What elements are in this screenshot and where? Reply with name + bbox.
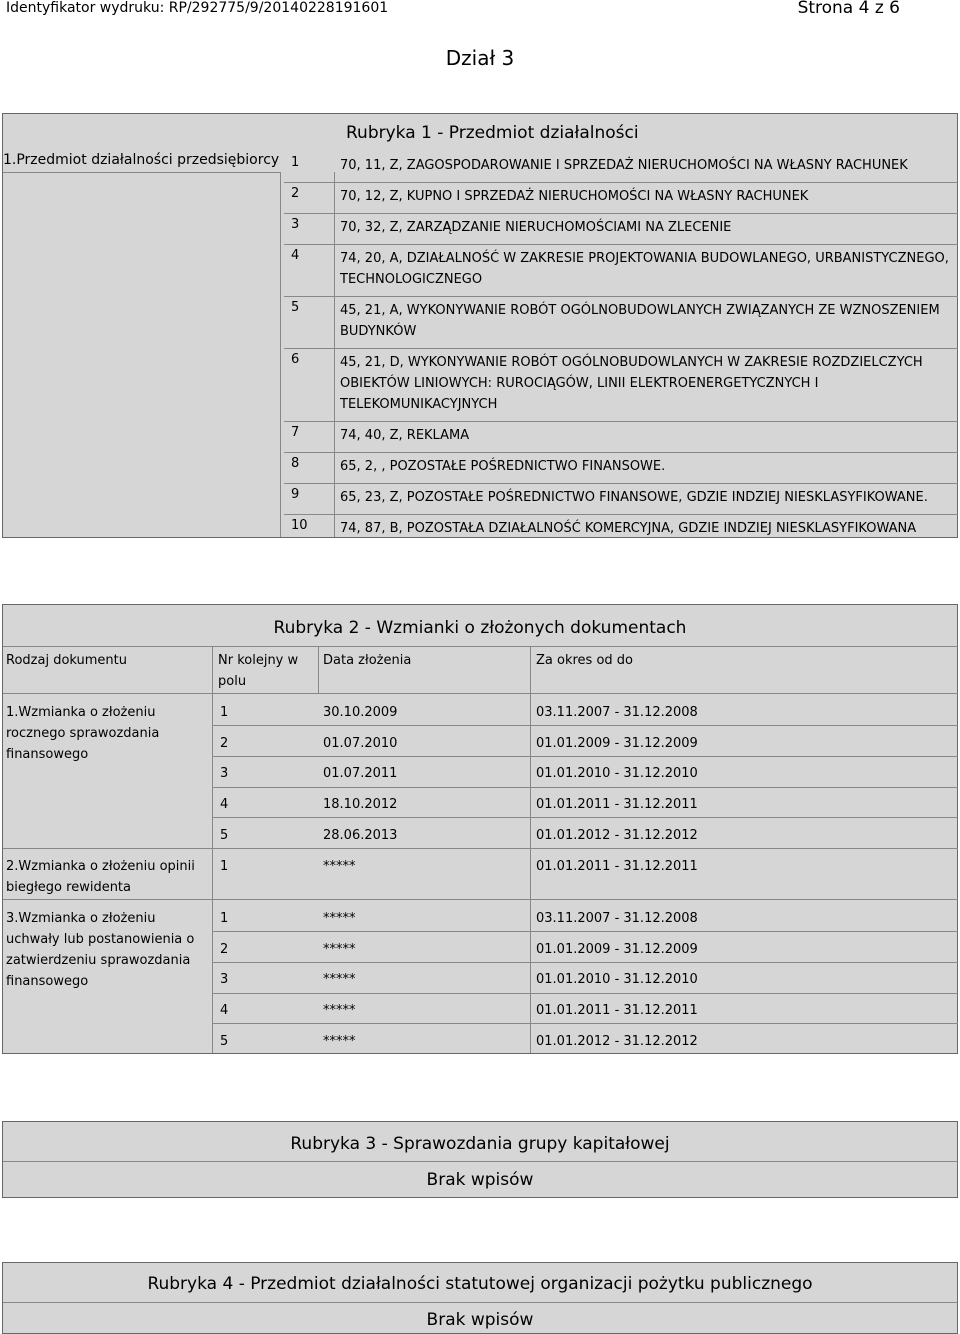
rubryka1-label-cell bbox=[3, 172, 281, 537]
item-text: 74, 20, A, DZIAŁALNOŚĆ W ZAKRESIE PROJEKTOWANIA BUDOWLANEGO, URBANISTYCZNEGO, TECHNOLOGICZNEGO bbox=[340, 251, 949, 287]
period: 03.11.2007 - 31.12.2008 bbox=[536, 911, 698, 926]
item-number: 6 bbox=[291, 352, 300, 367]
list-item bbox=[284, 483, 958, 514]
period: 01.01.2011 - 31.12.2011 bbox=[536, 859, 698, 874]
list-item bbox=[284, 213, 958, 244]
rubryka3-value: Brak wpisów bbox=[426, 1170, 534, 1190]
document-type: 2.Wzmianka o złożeniu opinii biegłego rewidenta bbox=[6, 859, 195, 895]
rubryka4-title: Rubryka 4 - Przedmiot działalności statutowej organizacji pożytku publicznego bbox=[147, 1274, 813, 1294]
row-number: 1 bbox=[220, 859, 229, 874]
section-title: Dział 3 bbox=[445, 46, 515, 70]
item-text: 74, 40, Z, REKLAMA bbox=[340, 428, 470, 443]
filing-date: 01.07.2011 bbox=[323, 766, 398, 781]
filing-date: 28.06.2013 bbox=[323, 828, 398, 843]
item-number: 3 bbox=[291, 217, 300, 232]
item-number: 8 bbox=[291, 456, 300, 471]
item-text: 45, 21, D, WYKONYWANIE ROBÓT OGÓLNOBUDOWLANYCH W ZAKRESIE ROZDZIELCZYCH OBIEKTÓW LINIOWYCH: RUROCIĄGÓW, LINII ELEKTROENERGETYCZNYCH I TELEKOMUNIKACYJNYCH bbox=[340, 355, 923, 412]
item-number: 10 bbox=[291, 518, 308, 533]
row-number: 4 bbox=[220, 797, 229, 812]
row-number: 2 bbox=[220, 736, 229, 751]
row-number: 2 bbox=[220, 942, 229, 957]
column-header: Data złożenia bbox=[323, 653, 412, 668]
filing-date: 01.07.2010 bbox=[323, 736, 398, 751]
column-header: Nr kolejny w polu bbox=[218, 653, 299, 689]
period: 01.01.2009 - 31.12.2009 bbox=[536, 942, 698, 957]
filing-date: ***** bbox=[323, 911, 356, 926]
filing-date: ***** bbox=[323, 1003, 356, 1018]
filing-date: ***** bbox=[323, 972, 356, 987]
list-item bbox=[284, 348, 958, 421]
period: 01.01.2009 - 31.12.2009 bbox=[536, 736, 698, 751]
filing-date: ***** bbox=[323, 1034, 356, 1049]
rubryka3-title: Rubryka 3 - Sprawozdania grupy kapitałowej bbox=[290, 1134, 670, 1154]
rubryka2-title: Rubryka 2 - Wzmianki o złożonych dokumentach bbox=[273, 618, 687, 638]
column-header: Za okres od do bbox=[536, 653, 633, 668]
period: 01.01.2010 - 31.12.2010 bbox=[536, 766, 698, 781]
row-number: 3 bbox=[220, 766, 229, 781]
item-text: 65, 23, Z, POZOSTAŁE POŚREDNICTWO FINANSOWE, GDZIE INDZIEJ NIESKLASYFIKOWANE. bbox=[340, 490, 928, 505]
item-text: 70, 32, Z, ZARZĄDZANIE NIERUCHOMOŚCIAMI NA ZLECENIE bbox=[340, 220, 732, 235]
period: 01.01.2012 - 31.12.2012 bbox=[536, 1034, 698, 1049]
rubryka1-label: 1.Przedmiot działalności przedsiębiorcy bbox=[3, 152, 280, 168]
list-item bbox=[284, 244, 958, 296]
item-number: 9 bbox=[291, 487, 300, 502]
print-identifier: Identyfikator wydruku: RP/292775/9/20140228191601 bbox=[6, 0, 389, 16]
filing-date: ***** bbox=[323, 859, 356, 874]
filing-date: 30.10.2009 bbox=[323, 705, 398, 720]
list-item bbox=[284, 182, 958, 213]
column-header: Rodzaj dokumentu bbox=[6, 653, 127, 668]
row-number: 4 bbox=[220, 1003, 229, 1018]
period: 01.01.2010 - 31.12.2010 bbox=[536, 972, 698, 987]
list-item bbox=[284, 152, 958, 182]
item-number: 5 bbox=[291, 300, 300, 315]
rubryka4-value: Brak wpisów bbox=[426, 1310, 534, 1330]
filing-date: 18.10.2012 bbox=[323, 797, 398, 812]
item-text: 65, 2, , POZOSTAŁE POŚREDNICTWO FINANSOWE. bbox=[340, 459, 666, 474]
item-text: 70, 12, Z, KUPNO I SPRZEDAŻ NIERUCHOMOŚCI NA WŁASNY RACHUNEK bbox=[340, 189, 809, 204]
row-number: 5 bbox=[220, 1034, 229, 1049]
document-type: 1.Wzmianka o złożeniu rocznego sprawozdania finansowego bbox=[6, 705, 160, 762]
list-item bbox=[284, 514, 958, 537]
item-text: 74, 87, B, POZOSTAŁA DZIAŁALNOŚĆ KOMERCYJNA, GDZIE INDZIEJ NIESKLASYFIKOWANA bbox=[340, 521, 917, 536]
filing-date: ***** bbox=[323, 942, 356, 957]
list-item bbox=[284, 421, 958, 452]
row-number: 1 bbox=[220, 705, 229, 720]
item-number: 2 bbox=[291, 186, 300, 201]
period: 01.01.2011 - 31.12.2011 bbox=[536, 797, 698, 812]
period: 03.11.2007 - 31.12.2008 bbox=[536, 705, 698, 720]
period: 01.01.2012 - 31.12.2012 bbox=[536, 828, 698, 843]
row-number: 5 bbox=[220, 828, 229, 843]
row-number: 3 bbox=[220, 972, 229, 987]
item-number: 1 bbox=[291, 155, 300, 170]
item-number: 4 bbox=[291, 248, 300, 263]
row-number: 1 bbox=[220, 911, 229, 926]
item-text: 70, 11, Z, ZAGOSPODAROWANIE I SPRZEDAŻ NIERUCHOMOŚCI NA WŁASNY RACHUNEK bbox=[340, 158, 908, 173]
item-text: 45, 21, A, WYKONYWANIE ROBÓT OGÓLNOBUDOWLANYCH ZWIĄZANYCH ZE WZNOSZENIEM BUDYNKÓW bbox=[340, 303, 940, 339]
period: 01.01.2011 - 31.12.2011 bbox=[536, 1003, 698, 1018]
document-type: 3.Wzmianka o złożeniu uchwały lub postanowienia o zatwierdzeniu sprawozdania finansowego bbox=[6, 911, 195, 989]
rubryka1-title: Rubryka 1 - Przedmiot działalności bbox=[346, 123, 639, 143]
list-item bbox=[284, 296, 958, 348]
item-number: 7 bbox=[291, 425, 300, 440]
page-number: Strona 4 z 6 bbox=[797, 0, 900, 18]
list-item bbox=[284, 452, 958, 483]
